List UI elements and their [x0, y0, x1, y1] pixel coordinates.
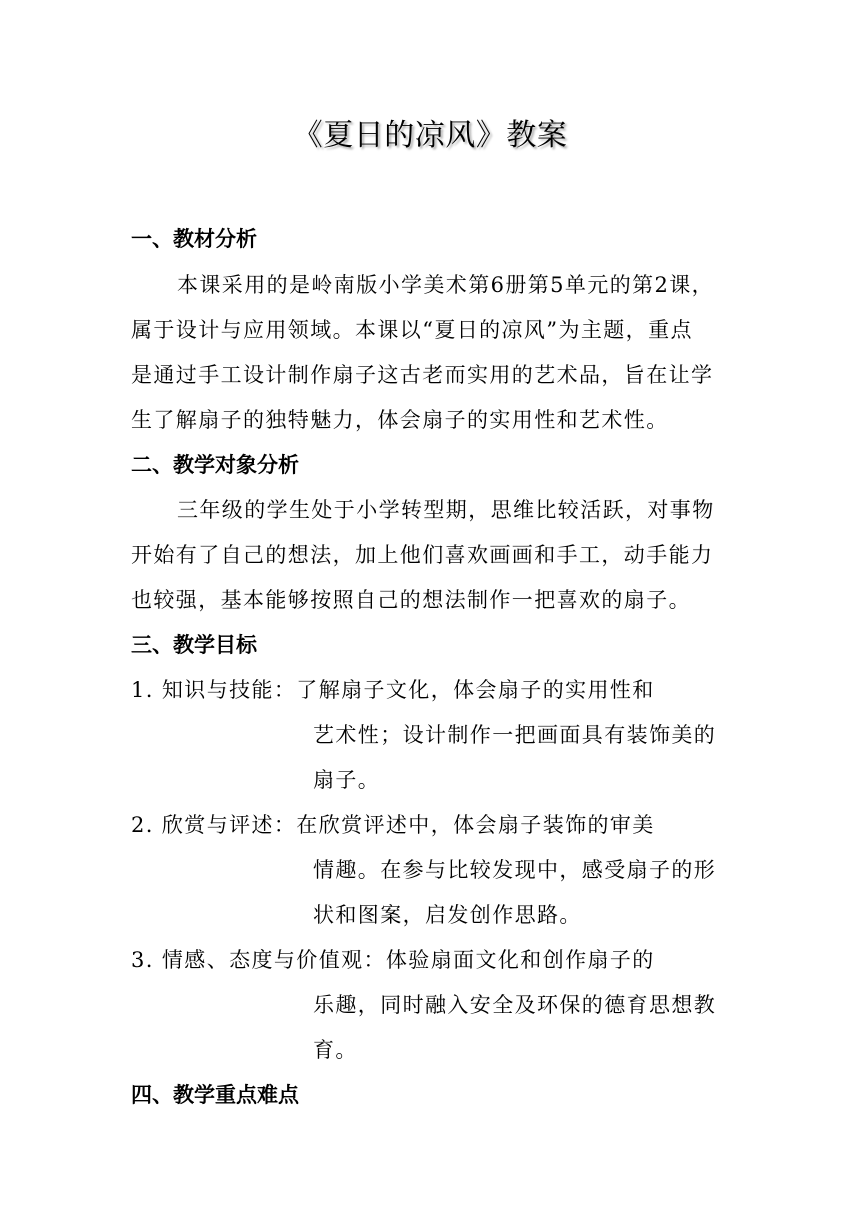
document-title: 《夏日的凉风》教案: [292, 118, 568, 153]
goal-item-2: 2. 欣赏与评述：在欣赏评述中，体会扇子装饰的审美: [131, 813, 655, 837]
paragraph-line: 属于设计与应用领域。本课以“夏日的凉风”为主题，重点: [131, 318, 693, 342]
paragraph-line: 是通过手工设计制作扇子这古老而实用的艺术品，旨在让学: [131, 363, 714, 387]
goal-item-1-continued: 艺术性；设计制作一把画面具有装饰美的: [313, 723, 717, 747]
goal-item-2-continued: 状和图案，启发创作思路。: [313, 903, 582, 927]
section-heading-textbook-analysis: 一、教材分析: [131, 227, 257, 251]
goal-item-2-continued: 情趣。在参与比较发现中，感受扇子的形: [313, 858, 717, 882]
paragraph-line: 三年级的学生处于小学转型期，思维比较活跃，对事物: [177, 498, 715, 522]
goal-item-3-continued: 育。: [313, 1038, 358, 1062]
section-heading-teaching-goals: 三、教学目标: [131, 633, 257, 657]
paragraph-line: 开始有了自己的想法，加上他们喜欢画画和手工，动手能力: [131, 543, 714, 567]
paragraph-line: 也较强，基本能够按照自己的想法制作一把喜欢的扇子。: [131, 588, 691, 612]
paragraph-line: 本课采用的是岭南版小学美术第6册第5单元的第2课，: [177, 273, 715, 297]
section-heading-key-points: 四、教学重点难点: [131, 1083, 299, 1107]
section-heading-student-analysis: 二、教学对象分析: [131, 453, 299, 477]
goal-item-3: 3. 情感、态度与价值观：体验扇面文化和创作扇子的: [131, 948, 655, 972]
paragraph-line: 生了解扇子的独特魅力，体会扇子的实用性和艺术性。: [131, 408, 669, 432]
goal-item-3-continued: 乐趣，同时融入安全及环保的德育思想教: [313, 993, 717, 1017]
goal-item-1: 1. 知识与技能：了解扇子文化，体会扇子的实用性和: [131, 678, 655, 702]
goal-item-1-continued: 扇子。: [313, 768, 381, 792]
